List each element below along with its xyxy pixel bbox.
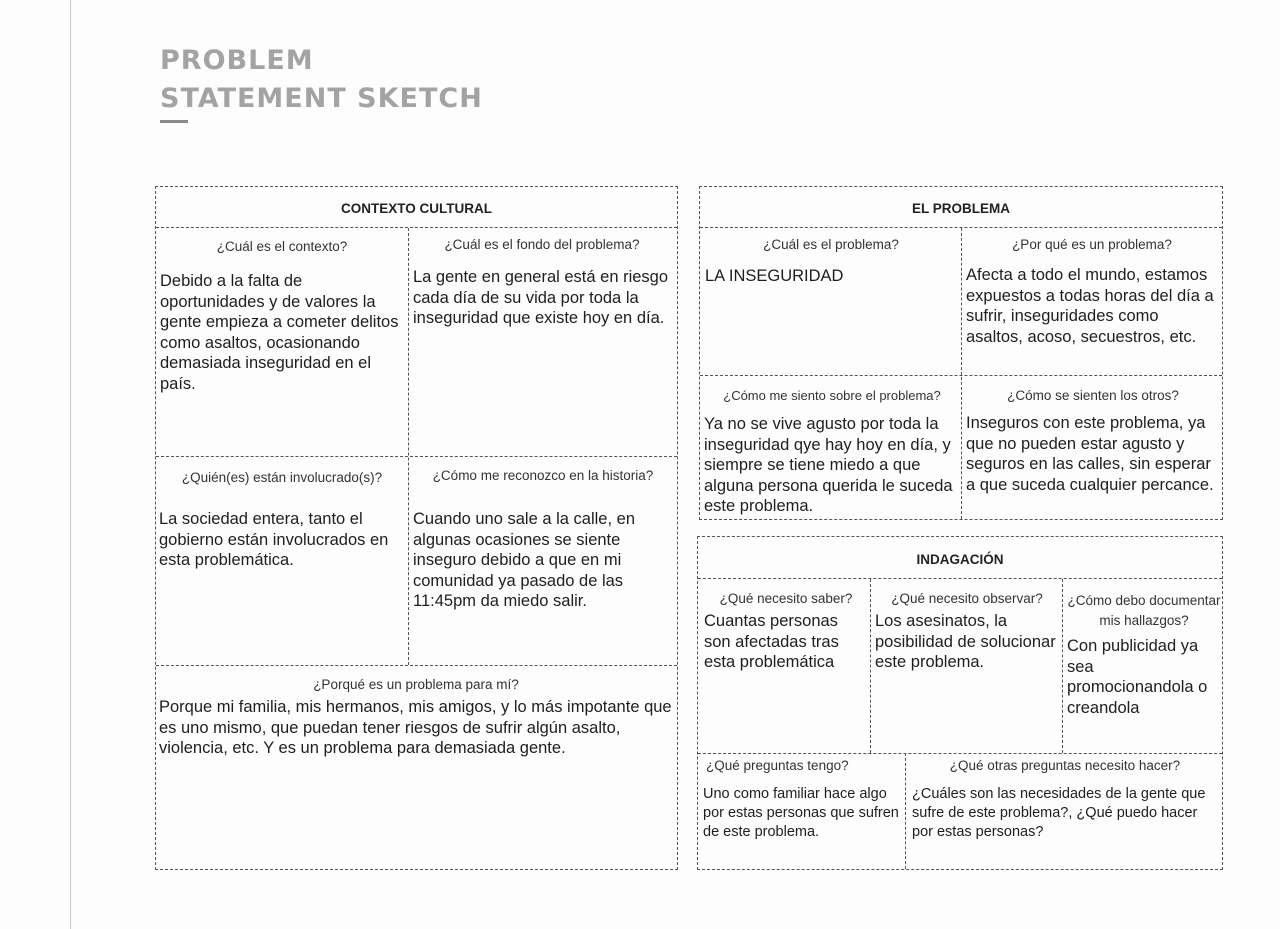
- indagacion-question-other-questions: ¿Qué otras preguntas necesito hacer?: [949, 758, 1181, 773]
- title-underline: [160, 120, 188, 123]
- indagacion-cell-know: [704, 591, 868, 673]
- problema-cell-why: [966, 237, 1218, 347]
- indagacion-divider-v3: [905, 753, 906, 869]
- problema-divider-v: [961, 228, 962, 519]
- problema-question-why: ¿Por qué es un problema?: [1012, 237, 1172, 252]
- contexto-question-involved: ¿Quién(es) están involucrado(s)?: [181, 470, 383, 485]
- problema-answer-what: LA INSEGURIDAD: [705, 267, 844, 285]
- contexto-divider-h2: [156, 665, 677, 666]
- indagacion-answer-document: Con publicidad ya sea promocionandola o creandola: [1067, 637, 1208, 717]
- problema-question-what: ¿Cuál es el problema?: [763, 237, 899, 252]
- contexto-answer-recognize: Cuando uno sale a la calle, en algunas ocasiones se siente inseguro debido a que en mi comunidad ya pasado de las 11:45pm da miedo salir.: [413, 510, 635, 610]
- problema-cell-what: [705, 237, 957, 287]
- problema-answer-why: Afecta a todo el mundo, estamos expuestos a todas horas del día a sufrir, inseguridades como asaltos, acoso, secuestros, etc.: [966, 266, 1214, 346]
- problema-cell-others: [966, 388, 1220, 495]
- el-problema-header: EL PROBLEMA: [700, 187, 1222, 228]
- page-title: [160, 42, 483, 118]
- indagacion-cell-other-questions: [912, 758, 1218, 842]
- title-line-2: STATEMENT SKETCH: [160, 83, 483, 114]
- contexto-answer-context: Debido a la falta de oportunidades y de valores la gente empieza a cometer delitos como asaltos, ocasionando demasiada inseguridad en el país.: [160, 272, 399, 393]
- contexto-question-background: ¿Cuál es el fondo del problema?: [444, 237, 640, 252]
- contexto-cell-recognize: [413, 468, 673, 612]
- contexto-cultural-header: CONTEXTO CULTURAL: [156, 187, 677, 228]
- title-line-1: PROBLEM: [160, 45, 314, 76]
- contexto-cultural-section: [155, 186, 678, 870]
- indagacion-answer-know: Cuantas personas son afectadas tras esta problemática: [704, 612, 839, 671]
- el-problema-section: [699, 186, 1223, 520]
- contexto-answer-involved: La sociedad entera, tanto el gobierno están involucrados en esta problemática.: [159, 510, 389, 569]
- contexto-cell-involved: [159, 470, 405, 571]
- contexto-cell-background: [413, 237, 671, 329]
- problema-cell-feel: [704, 388, 960, 517]
- indagacion-divider-v2: [1062, 579, 1063, 753]
- indagacion-answer-my-questions: Uno como familiar hace algo por estas personas que sufren de este problema.: [703, 786, 899, 840]
- indagacion-cell-observe: [875, 591, 1059, 673]
- indagacion-section: [697, 536, 1223, 870]
- indagacion-divider-h: [698, 753, 1222, 754]
- problema-question-others: ¿Cómo se sienten los otros?: [1007, 388, 1179, 403]
- contexto-question-why-me: ¿Porqué es un problema para mí?: [313, 677, 519, 692]
- contexto-answer-why-me: Porque mi familia, mis hermanos, mis amigos, y lo más impotante que es uno mismo, que puedan tener riesgos de sufrir algún asalto, violencia, etc. Y es un problema para demasiada gente.: [159, 698, 672, 757]
- indagacion-question-document: ¿Cómo debo documentar mis hallazgos?: [1067, 593, 1221, 628]
- problema-question-feel: ¿Cómo me siento sobre el problema?: [723, 388, 941, 403]
- problema-answer-others: Inseguros con este problema, ya que no pueden estar agusto y seguros en las calles, sin esperar a que suceda cualquier percance.: [966, 414, 1214, 494]
- contexto-divider-h1: [156, 456, 677, 457]
- problema-divider-h: [700, 375, 1222, 376]
- contexto-cell-why-me: [159, 677, 673, 759]
- indagacion-answer-observe: Los asesinatos, la posibilidad de solucionar este problema.: [875, 612, 1056, 671]
- indagacion-cell-my-questions: [703, 758, 901, 842]
- indagacion-answer-other-questions: ¿Cuáles son las necesidades de la gente que sufre de este problema?, ¿Qué puedo hacer por estas personas?: [912, 786, 1206, 840]
- indagacion-question-observe: ¿Qué necesito observar?: [891, 591, 1043, 606]
- indagacion-header: INDAGACIÓN: [698, 537, 1222, 579]
- indagacion-cell-document: [1067, 591, 1221, 718]
- contexto-answer-background: La gente en general está en riesgo cada día de su vida por toda la inseguridad que existe hoy en día.: [413, 268, 669, 327]
- page-margin-line: [70, 0, 71, 929]
- contexto-question-context: ¿Cuál es el contexto?: [216, 239, 348, 254]
- indagacion-divider-v1: [870, 579, 871, 753]
- contexto-cell-context: [160, 239, 404, 394]
- contexto-question-recognize: ¿Cómo me reconozco en la historia?: [432, 468, 654, 483]
- contexto-divider-v: [408, 228, 409, 665]
- indagacion-question-know: ¿Qué necesito saber?: [719, 591, 853, 606]
- problema-answer-feel: Ya no se vive agusto por toda la inseguridad qye hay hoy en día, y siempre se tiene miedo a que alguna persona querida le suceda este problema.: [704, 415, 953, 515]
- indagacion-question-my-questions: ¿Qué preguntas tengo?: [706, 758, 849, 773]
